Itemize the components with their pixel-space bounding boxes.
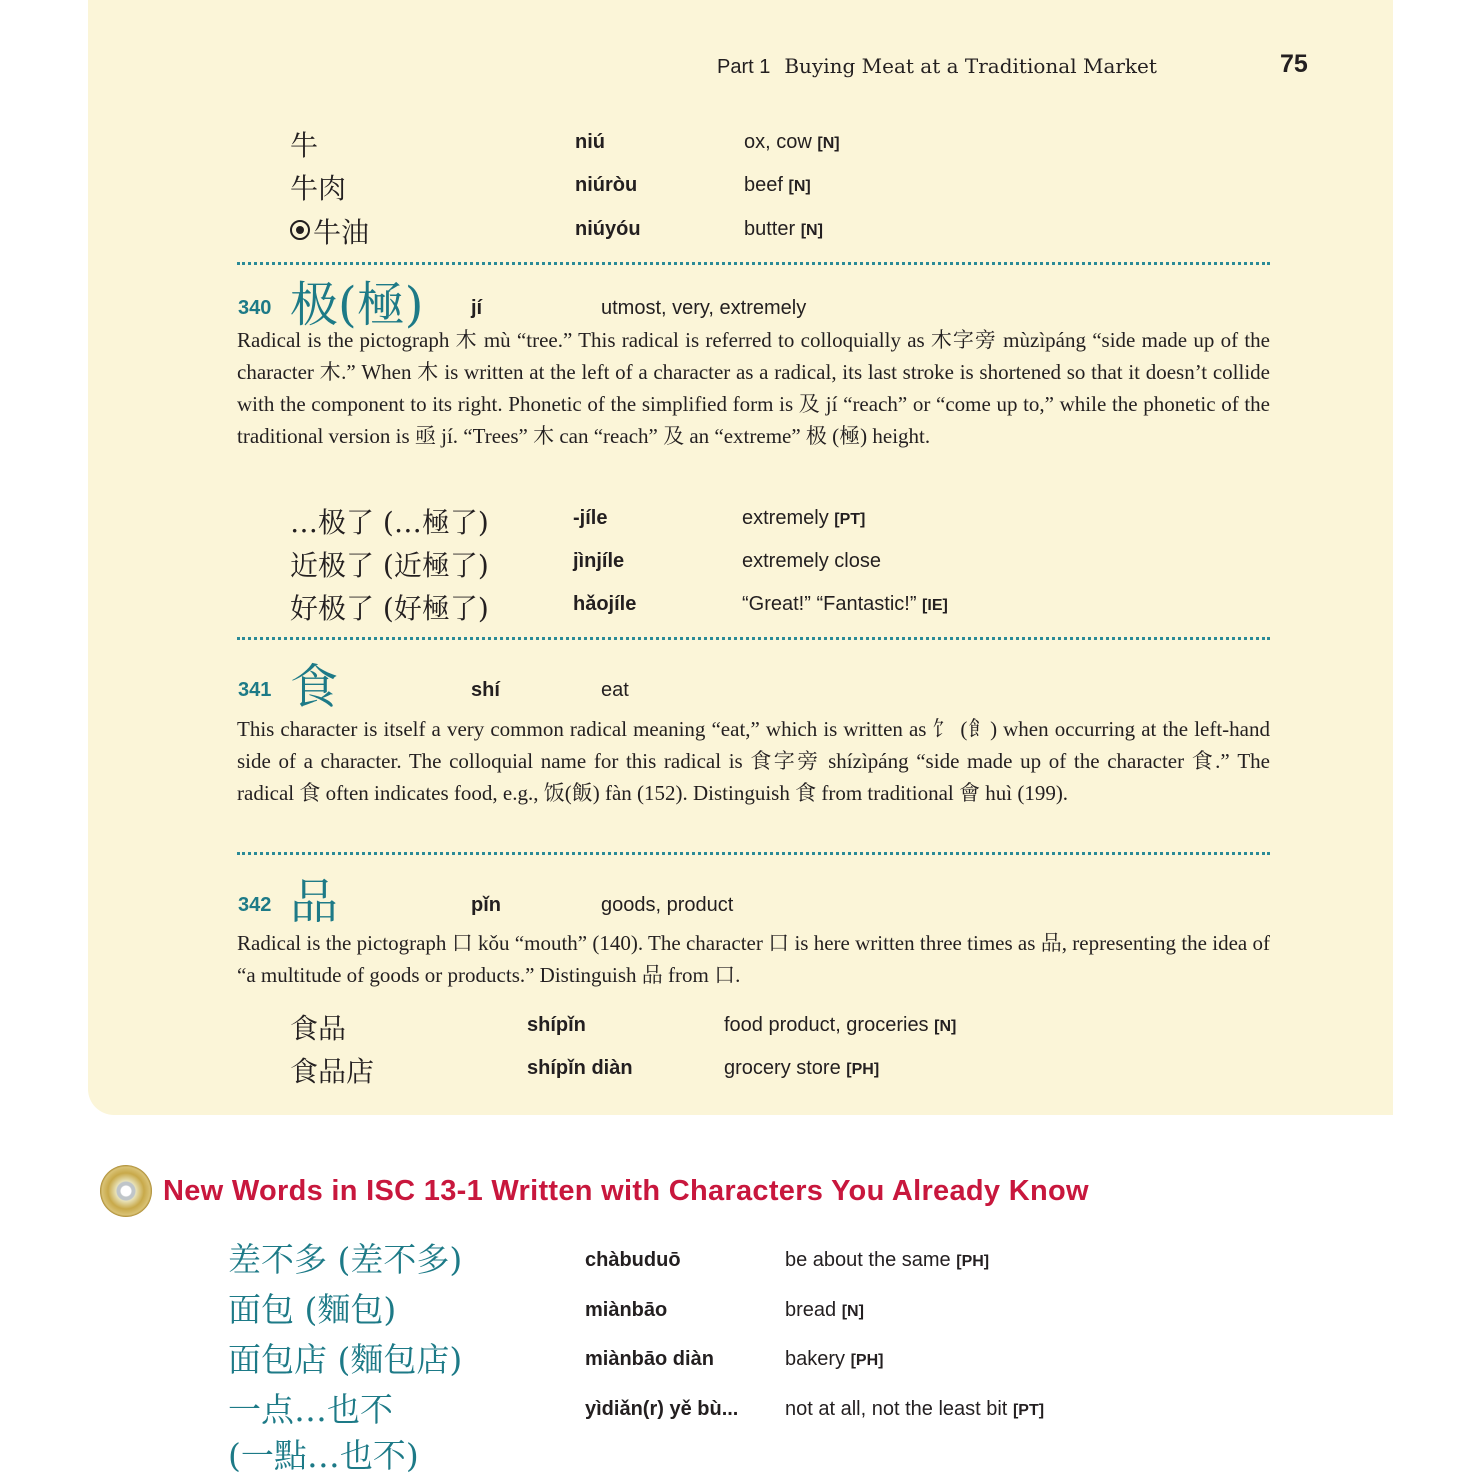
word-gloss xyxy=(744,218,823,241)
word-gloss-text: bread xyxy=(785,1299,837,1321)
new-word-hanzi: 一点…也不 xyxy=(228,1390,393,1429)
word-hanzi: 近极了 (近極了) xyxy=(290,549,489,582)
word-hanzi: 好极了 (好極了) xyxy=(290,592,489,625)
entry-number: 340 xyxy=(238,297,272,319)
dotted-divider xyxy=(237,262,1270,265)
word-gloss xyxy=(742,593,948,616)
word-pinyin: niú xyxy=(575,131,605,153)
entry-pinyin: jí xyxy=(471,297,483,319)
word-gloss xyxy=(724,1014,956,1037)
word-hanzi-row xyxy=(290,211,369,251)
word-pinyin: shípǐn xyxy=(527,1014,586,1036)
word-tag: [N] xyxy=(788,178,811,195)
new-word-pinyin: miànbāo xyxy=(585,1299,668,1321)
word-gloss-text: food product, groceries xyxy=(724,1014,929,1036)
word-gloss xyxy=(742,507,865,530)
word-gloss-text: grocery store xyxy=(724,1057,841,1079)
word-gloss-text: ox, cow xyxy=(744,131,812,153)
word-pinyin: jìnjíle xyxy=(573,550,625,572)
word-gloss-text: extremely xyxy=(742,507,829,529)
entry-description: Radical is the pictograph 木 mù “tree.” This radical is referred to colloquially as 木字旁 mùzìpáng “side made up of the character 木.” When 木 is written at the left of a character as a radical, its last stroke is shortened so that it doesn’t collide with the component to its right. Phonetic of the simplified form is 及 jí “reach” or “come up to,” while the phonetic of the traditional version is 亟 jí. “Trees” 木 can “reach” 及 an “extreme” 极 (極) height. xyxy=(237,328,1270,448)
word-gloss-text: “Great!” “Fantastic!” xyxy=(742,593,917,615)
entry-gloss: eat xyxy=(601,679,629,701)
word-gloss-text: be about the same xyxy=(785,1249,951,1271)
dotted-divider xyxy=(237,852,1270,855)
word-tag: [N] xyxy=(817,135,840,152)
word-tag: [PH] xyxy=(956,1253,990,1270)
word-tag: [PH] xyxy=(846,1061,880,1078)
running-header xyxy=(717,54,1157,79)
word-gloss-text: butter xyxy=(744,218,796,240)
new-word-pinyin: miànbāo diàn xyxy=(585,1348,714,1370)
word-pinyin: niúyóu xyxy=(575,218,641,240)
word-gloss-text: bakery xyxy=(785,1348,846,1370)
word-tag: [N] xyxy=(841,1303,864,1320)
word-gloss xyxy=(744,131,840,154)
word-gloss xyxy=(724,1057,879,1080)
word-tag: [N] xyxy=(800,222,823,239)
word-tag: [N] xyxy=(934,1018,957,1035)
new-word-hanzi-traditional: (一點…也不) xyxy=(228,1436,419,1475)
new-word-gloss xyxy=(785,1348,883,1371)
word-hanzi: 牛油 xyxy=(313,216,370,249)
word-hanzi: 食品店 xyxy=(290,1055,375,1088)
word-pinyin: shípǐn diàn xyxy=(527,1057,633,1079)
entry-pinyin: pǐn xyxy=(471,894,501,916)
entry-number: 341 xyxy=(238,679,272,701)
entry-gloss: goods, product xyxy=(601,894,734,916)
new-word-hanzi: 差不多 (差不多) xyxy=(228,1240,463,1279)
entry-description: Radical is the pictograph 口 kǒu “mouth” (140). The character 口 is here written three times as 品, representing the idea of “a multitude of goods or products.” Distinguish 品 from 口. xyxy=(237,931,1270,987)
page-number: 75 xyxy=(1280,50,1308,78)
entry-pinyin: shí xyxy=(471,679,500,701)
entry-character: 极(極) xyxy=(290,277,424,333)
word-hanzi: 牛 xyxy=(290,129,319,162)
word-tag: [IE] xyxy=(922,597,948,614)
word-pinyin: hǎojíle xyxy=(573,593,637,615)
entry-number: 342 xyxy=(238,894,272,916)
new-word-gloss xyxy=(785,1299,864,1322)
entry-gloss: utmost, very, extremely xyxy=(601,297,807,319)
entry-character: 品 xyxy=(290,874,339,930)
word-gloss-text: extremely close xyxy=(742,550,881,572)
new-word-hanzi: 面包 (麵包) xyxy=(228,1290,397,1329)
word-pinyin: niúròu xyxy=(575,174,638,196)
word-gloss-text: not at all, not the least bit xyxy=(785,1398,1008,1420)
new-word-hanzi: 面包店 (麵包店) xyxy=(228,1340,463,1379)
word-hanzi: 食品 xyxy=(290,1012,347,1045)
entry-character: 食 xyxy=(290,659,339,715)
part-title: Buying Meat at a Traditional Market xyxy=(784,54,1157,78)
dotted-divider xyxy=(237,637,1270,640)
word-gloss-text: beef xyxy=(744,174,783,196)
new-word-pinyin: chàbuduō xyxy=(585,1249,681,1271)
word-hanzi: 牛肉 xyxy=(290,172,347,205)
word-tag: [PT] xyxy=(1012,1402,1045,1419)
entry-description: This character is itself a very common radical meaning “eat,” which is written as 饣 (飠) when occurring at the left-hand side of a character. The colloquial name for this radical is 食字旁 shízìpáng “side made up of the character 食.” The radical 食 often indicates food, e.g., 饭(飯) fàn (152). Distinguish 食 from traditional 會 huì (199). xyxy=(237,717,1270,805)
new-word-gloss xyxy=(785,1398,1044,1421)
word-pinyin: -jíle xyxy=(573,507,608,529)
word-tag: [PH] xyxy=(850,1352,884,1369)
word-tag: [PT] xyxy=(834,511,866,528)
new-word-pinyin: yìdiǎn(r) yě bù... xyxy=(585,1398,739,1420)
section-title: New Words in ISC 13-1 Written with Characters You Already Know xyxy=(163,1175,1089,1207)
word-gloss xyxy=(742,550,881,573)
part-label: Part 1 xyxy=(717,56,771,78)
audio-bullet-icon xyxy=(290,220,310,240)
new-word-gloss xyxy=(785,1249,989,1272)
word-hanzi: …极了 (…極了) xyxy=(290,506,489,539)
word-gloss xyxy=(744,174,811,197)
audio-cd-icon[interactable] xyxy=(100,1165,152,1217)
